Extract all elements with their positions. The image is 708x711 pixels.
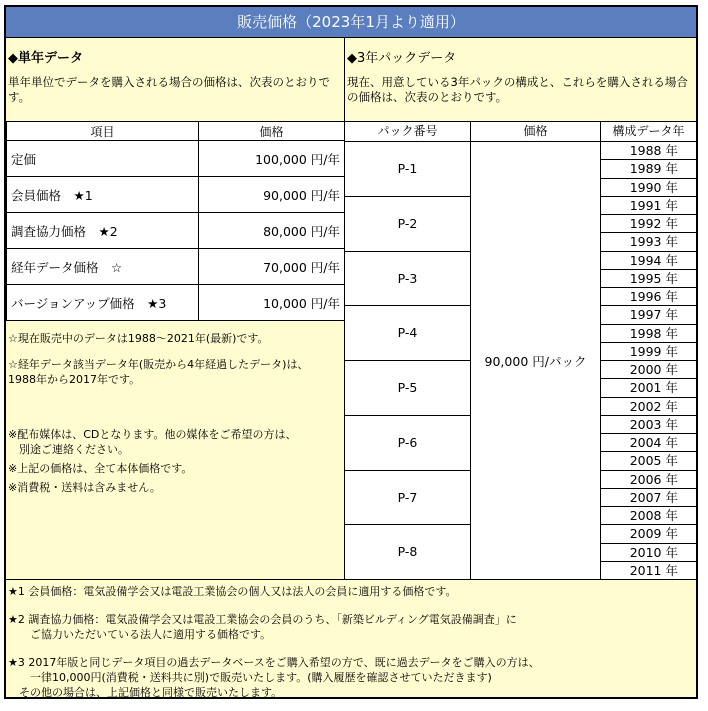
pack-years-column	[601, 142, 696, 580]
year-cell: 1991 年	[601, 197, 696, 215]
year-cell: 2003 年	[601, 416, 696, 434]
footnote-line: 一律10,000円(消費税・送料共に別)で販売いたします。(購入履歴を確認させていただきます)	[8, 671, 492, 684]
footnote-line: ★1 会員価格：電気設備学会又は電設工業協会の個人又は法人の会員に適用する価格です。	[8, 585, 457, 598]
pack-number-cell: P-6	[345, 416, 470, 471]
header-pack-price: 価格	[471, 122, 601, 142]
item-cell: バージョンアップ価格 ★3	[7, 285, 199, 321]
year-cell: 1999 年	[601, 343, 696, 361]
pack-heading: ◆3年パックデータ	[347, 51, 457, 66]
year-cell: 1996 年	[601, 288, 696, 306]
price-cell: 100,000 円/年	[199, 141, 345, 177]
pack-number-cell: P-3	[345, 252, 470, 307]
footnote-divider	[6, 579, 696, 580]
pack-number-cell: P-5	[345, 361, 470, 416]
price-sheet	[4, 5, 698, 699]
note-line: ※消費税・送料は含みません。	[8, 481, 161, 494]
year-cell: 2000 年	[601, 361, 696, 379]
year-cell: 2009 年	[601, 525, 696, 543]
price-cell: 80,000 円/年	[199, 213, 345, 249]
footnote-line: その他の場合は、上記価格と同様で販売いたします。	[8, 686, 283, 699]
footnote-line: ★3 2017年版と同じデータ項目の過去データベースをご購入希望の方で、既に過去データをご購入の方は、	[8, 656, 540, 669]
price-cell: 70,000 円/年	[199, 249, 345, 285]
pack-number-cell: P-8	[397, 544, 418, 560]
pack-description: 現在、用意している3年パックの構成と、これらを購入される場合の価格は、次表のとおりです。	[347, 75, 688, 104]
note-line: 別途ご連絡ください。	[8, 443, 129, 456]
footnotes	[8, 584, 696, 699]
item-cell: 会員価格 ★1	[7, 177, 199, 213]
pack-price: 90,000 円/パック	[484, 354, 587, 369]
pack-number-cell: P-4	[345, 306, 470, 361]
table-row	[7, 285, 345, 321]
year-cell: 1989 年	[601, 160, 696, 178]
note-line: ☆現在販売中のデータは1988～2021年(最新)です。	[8, 332, 269, 345]
pack-number-column	[345, 142, 471, 580]
pack-number-cell: P-7	[345, 471, 470, 526]
year-cell: 2007 年	[601, 489, 696, 507]
price-cell: 90,000 円/年	[199, 177, 345, 213]
year-cell: 1988 年	[601, 142, 696, 160]
year-cell: 1990 年	[601, 179, 696, 197]
note-line: ※配布媒体は、CDとなります。他の媒体をご希望の方は、	[8, 428, 297, 441]
year-cell: 1998 年	[601, 325, 696, 343]
table-row	[7, 141, 345, 177]
year-cell: 2010 年	[601, 544, 696, 562]
single-year-heading: ◆単年データ	[8, 51, 83, 66]
year-cell: 2002 年	[601, 398, 696, 416]
single-year-notes	[8, 331, 340, 495]
year-cell: 1992 年	[601, 215, 696, 233]
single-year-description: 単年単位でデータを購入される場合の価格は、次表のとおりです。	[8, 75, 330, 104]
pack-price-cell	[471, 142, 601, 580]
year-cell: 2011 年	[629, 562, 678, 578]
note-line: 1988年から2017年です。	[8, 373, 141, 386]
year-cell: 2005 年	[601, 452, 696, 470]
year-cell: 1995 年	[601, 270, 696, 288]
item-cell: 調査協力価格 ★2	[7, 213, 199, 249]
table-row	[7, 249, 345, 285]
header-item: 項目	[7, 122, 199, 141]
header-pack-number: パック番号	[345, 122, 471, 142]
single-year-table	[6, 121, 345, 321]
header-pack-years: 構成データ年	[601, 122, 696, 142]
footnote-line: ★2 調査協力価格：電気設備学会又は電設工業協会の会員のうち、「新築ビルディング電気設備調査」に	[8, 613, 517, 626]
header-price: 価格	[199, 122, 345, 141]
year-cell: 1993 年	[601, 233, 696, 251]
footnote-line: ご協力いただいている法人に適用する価格です。	[8, 628, 272, 641]
price-cell: 10,000 円/年	[199, 285, 345, 321]
table-row	[7, 213, 345, 249]
pack-table	[345, 121, 696, 580]
page-title: 販売価格（2023年1月より適用）	[6, 7, 696, 38]
note-line: ☆経年データ該当データ年(販売から4年経過したデータ)は、	[8, 358, 309, 371]
year-cell: 1994 年	[601, 252, 696, 270]
note-line: ※上記の価格は、全て本体価格です。	[8, 462, 193, 475]
year-cell: 2006 年	[601, 471, 696, 489]
year-cell: 2001 年	[601, 379, 696, 397]
item-cell: 定価	[7, 141, 199, 177]
year-cell: 2004 年	[601, 434, 696, 452]
year-cell: 1997 年	[601, 306, 696, 324]
pack-number-cell: P-1	[345, 142, 470, 197]
year-cell: 2008 年	[601, 507, 696, 525]
item-cell: 経年データ価格 ☆	[7, 249, 199, 285]
table-row	[7, 177, 345, 213]
pack-number-cell: P-2	[345, 197, 470, 252]
